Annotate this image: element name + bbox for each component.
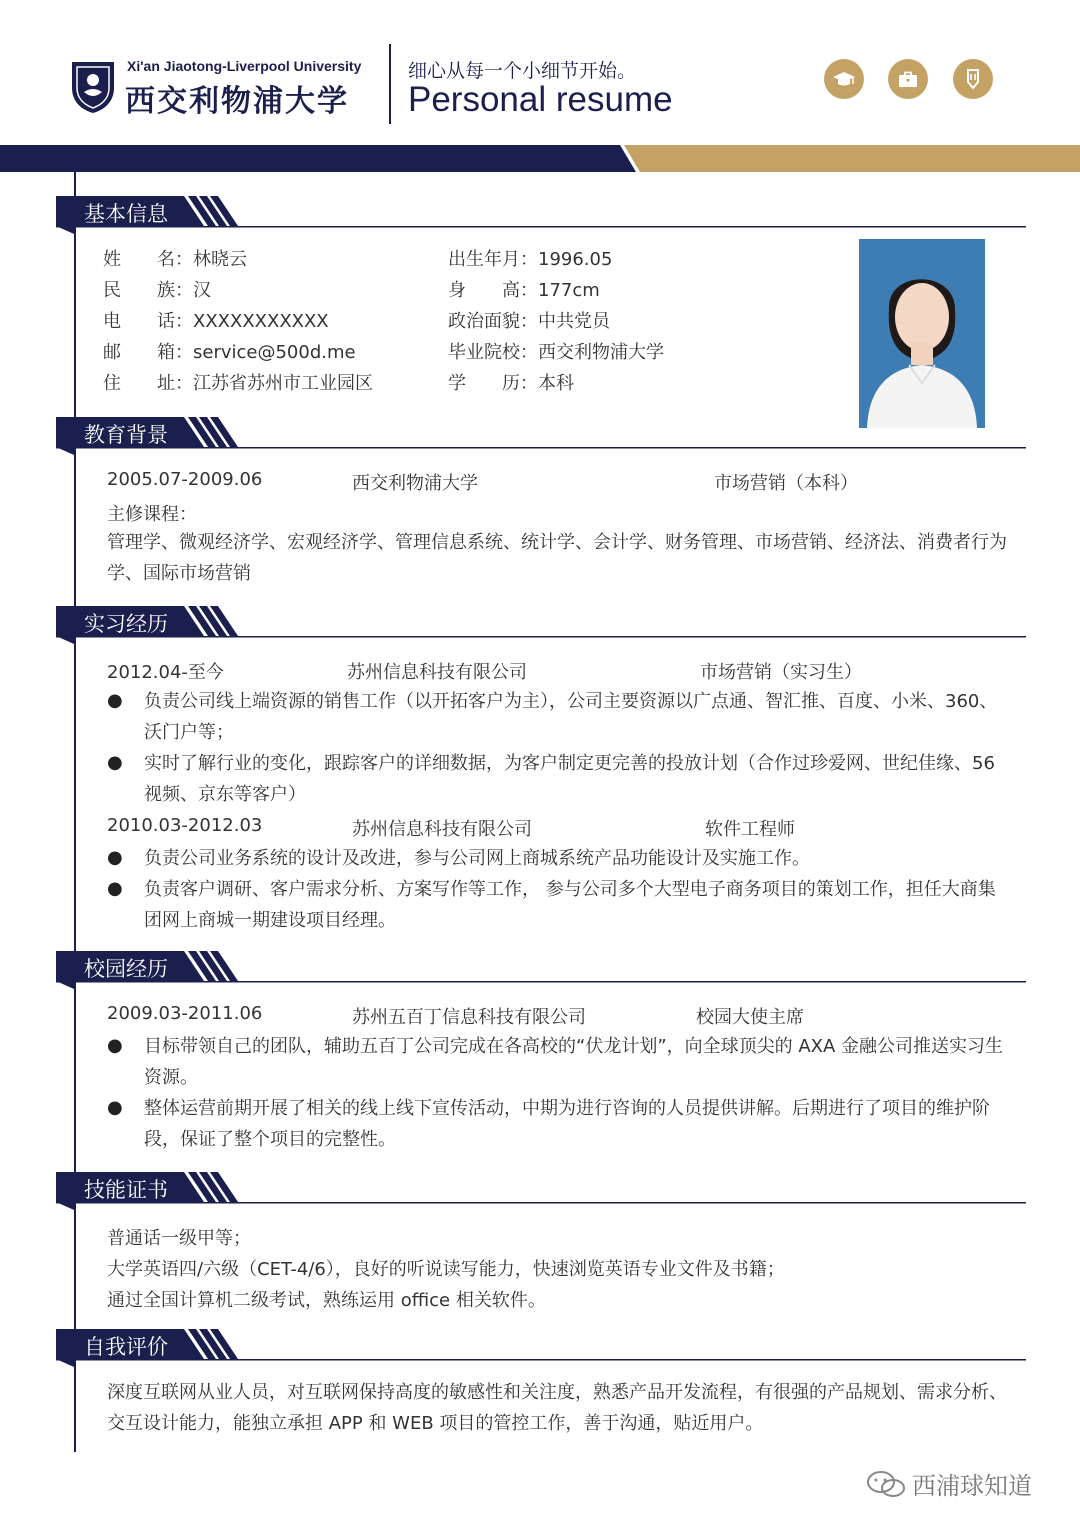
university-crest-icon bbox=[70, 58, 116, 114]
birth-row bbox=[448, 245, 612, 271]
skill-item: 普通话一级甲等； bbox=[107, 1228, 251, 1249]
campus-org: 苏州五百丁信息科技有限公司 bbox=[352, 1007, 586, 1028]
edu-courses: 管理学、微观经济学、宏观经济学、管理信息系统、统计学、会计学、财务管理、市场营销、经济法、消费者行为学、国际市场营销 bbox=[107, 532, 1007, 584]
graduation-cap-icon bbox=[824, 59, 864, 99]
bullet-dot: ● bbox=[107, 1097, 123, 1118]
school-label: 毕业院校： bbox=[448, 342, 538, 363]
campus-bullet-2: 整体运营前期开展了相关的线上线下宣传活动，中期为进行咨询的人员提供讲解。后期进行了项目的维护阶段，保证了整个项目的完整性。 bbox=[144, 1098, 990, 1150]
section-title: 校园经历 bbox=[84, 957, 168, 981]
politics-value: 中共党员 bbox=[538, 311, 610, 332]
degree-value: 本科 bbox=[538, 373, 574, 394]
degree-label: 学 历： bbox=[448, 373, 538, 394]
name-row bbox=[103, 245, 247, 271]
email-value: service@500d.me bbox=[193, 342, 356, 363]
email-label: 邮 箱： bbox=[103, 342, 193, 363]
university-name-cn: 西交利物浦大学 bbox=[125, 84, 349, 119]
phone-value: XXXXXXXXXXX bbox=[193, 311, 329, 332]
campus-role: 校园大使主席 bbox=[696, 1007, 804, 1028]
job2-period: 2010.03-2012.03 bbox=[107, 815, 263, 836]
skill-item: 大学英语四/六级（CET-4/6），良好的听说读写能力，快速浏览英语专业文件及书籍； bbox=[107, 1259, 785, 1280]
section-header-education bbox=[56, 417, 1026, 455]
height-label: 身 高： bbox=[448, 280, 538, 301]
job2-company: 苏州信息科技有限公司 bbox=[352, 819, 532, 840]
politics-label: 政治面貌： bbox=[448, 311, 538, 332]
address-value: 江苏省苏州市工业园区 bbox=[193, 373, 373, 394]
email-row bbox=[103, 338, 356, 364]
bullet-dot: ● bbox=[107, 752, 123, 773]
bullet-dot: ● bbox=[107, 1035, 123, 1056]
wechat-icon bbox=[866, 1469, 906, 1499]
school-row bbox=[448, 338, 664, 364]
job1-company: 苏州信息科技有限公司 bbox=[347, 662, 527, 683]
skill-item: 通过全国计算机二级考试，熟练运用 office 相关软件。 bbox=[107, 1290, 546, 1311]
briefcase-icon bbox=[888, 59, 928, 99]
university-name-en: Xi'an Jiaotong-Liverpool University bbox=[127, 58, 362, 74]
birth-value: 1996.05 bbox=[538, 249, 613, 270]
section-header-basic bbox=[56, 196, 1026, 234]
name-label: 姓 名： bbox=[103, 249, 193, 270]
page-title: Personal resume bbox=[408, 80, 673, 119]
job2-bullet-1: 负责公司业务系统的设计及改进，参与公司网上商城系统产品功能设计及实施工作。 bbox=[144, 848, 810, 869]
profile-photo bbox=[859, 239, 985, 428]
job1-period: 2012.04-至今 bbox=[107, 662, 224, 683]
school-value: 西交利物浦大学 bbox=[538, 342, 664, 363]
job1-role: 市场营销（实习生） bbox=[700, 662, 862, 683]
phone-row bbox=[103, 307, 329, 333]
address-row bbox=[103, 369, 373, 395]
tagline: 细心从每一个小细节开始。 bbox=[408, 60, 637, 82]
edu-major: 市场营销（本科） bbox=[714, 473, 858, 494]
job2-role: 软件工程师 bbox=[705, 819, 795, 840]
certificate-icon bbox=[953, 59, 993, 99]
header-divider bbox=[389, 44, 391, 124]
height-value: 177cm bbox=[538, 280, 600, 301]
watermark bbox=[866, 1466, 1032, 1501]
bullet-dot: ● bbox=[107, 690, 123, 711]
bullet-dot: ● bbox=[107, 878, 123, 899]
address-label: 住 址： bbox=[103, 373, 193, 394]
job2-bullet-2: 负责客户调研、客户需求分析、方案写作等工作， 参与公司多个大型电子商务项目的策划工作，担任大商集团网上商城一期建设项目经理。 bbox=[144, 879, 996, 931]
timeline-line bbox=[74, 172, 76, 1452]
phone-label: 电 话： bbox=[103, 311, 193, 332]
section-header-internship bbox=[56, 606, 1026, 644]
ethnic-label: 民 族： bbox=[103, 280, 193, 301]
job1-bullet-1: 负责公司线上端资源的销售工作（以开拓客户为主），公司主要资源以广点通、智汇推、百度、小米、360、沃门户等； bbox=[144, 691, 998, 743]
bullet-dot: ● bbox=[107, 847, 123, 868]
campus-period: 2009.03-2011.06 bbox=[107, 1003, 263, 1024]
watermark-text: 西浦球知道 bbox=[912, 1472, 1032, 1500]
section-title: 实习经历 bbox=[84, 612, 168, 636]
ethnic-row bbox=[103, 276, 211, 302]
birth-label: 出生年月： bbox=[448, 249, 538, 270]
campus-bullet-1: 目标带领自己的团队，辅助五百丁公司完成在各高校的“伏龙计划”，向全球顶尖的 AXA 金融公司推送实习生资源。 bbox=[144, 1036, 1004, 1088]
degree-row bbox=[448, 369, 574, 395]
edu-period: 2005.07-2009.06 bbox=[107, 469, 263, 490]
self-evaluation-text: 深度互联网从业人员，对互联网保持高度的敏感性和关注度，熟悉产品开发流程，有很强的产品规划、需求分析、交互设计能力，能独立承担 APP 和 WEB 项目的管控工作，善于沟通，贴近用户。 bbox=[107, 1382, 1007, 1434]
section-header-self-eval bbox=[56, 1329, 1026, 1367]
politics-row bbox=[448, 307, 610, 333]
edu-courses-label: 主修课程： bbox=[107, 504, 197, 525]
edu-school: 西交利物浦大学 bbox=[352, 473, 478, 494]
section-title: 基本信息 bbox=[84, 202, 168, 226]
ethnic-value: 汉 bbox=[193, 280, 211, 301]
name-value: 林晓云 bbox=[193, 249, 247, 270]
section-title: 自我评价 bbox=[84, 1335, 168, 1359]
height-row bbox=[448, 276, 600, 302]
section-title: 技能证书 bbox=[84, 1178, 168, 1202]
section-title: 教育背景 bbox=[84, 423, 168, 447]
section-header-skills bbox=[56, 1172, 1026, 1210]
header-band bbox=[0, 145, 1080, 172]
job1-bullet-2: 实时了解行业的变化，跟踪客户的详细数据，为客户制定更完善的投放计划（合作过珍爱网、世纪佳缘、56视频、京东等客户） bbox=[144, 753, 995, 805]
section-header-campus bbox=[56, 951, 1026, 989]
